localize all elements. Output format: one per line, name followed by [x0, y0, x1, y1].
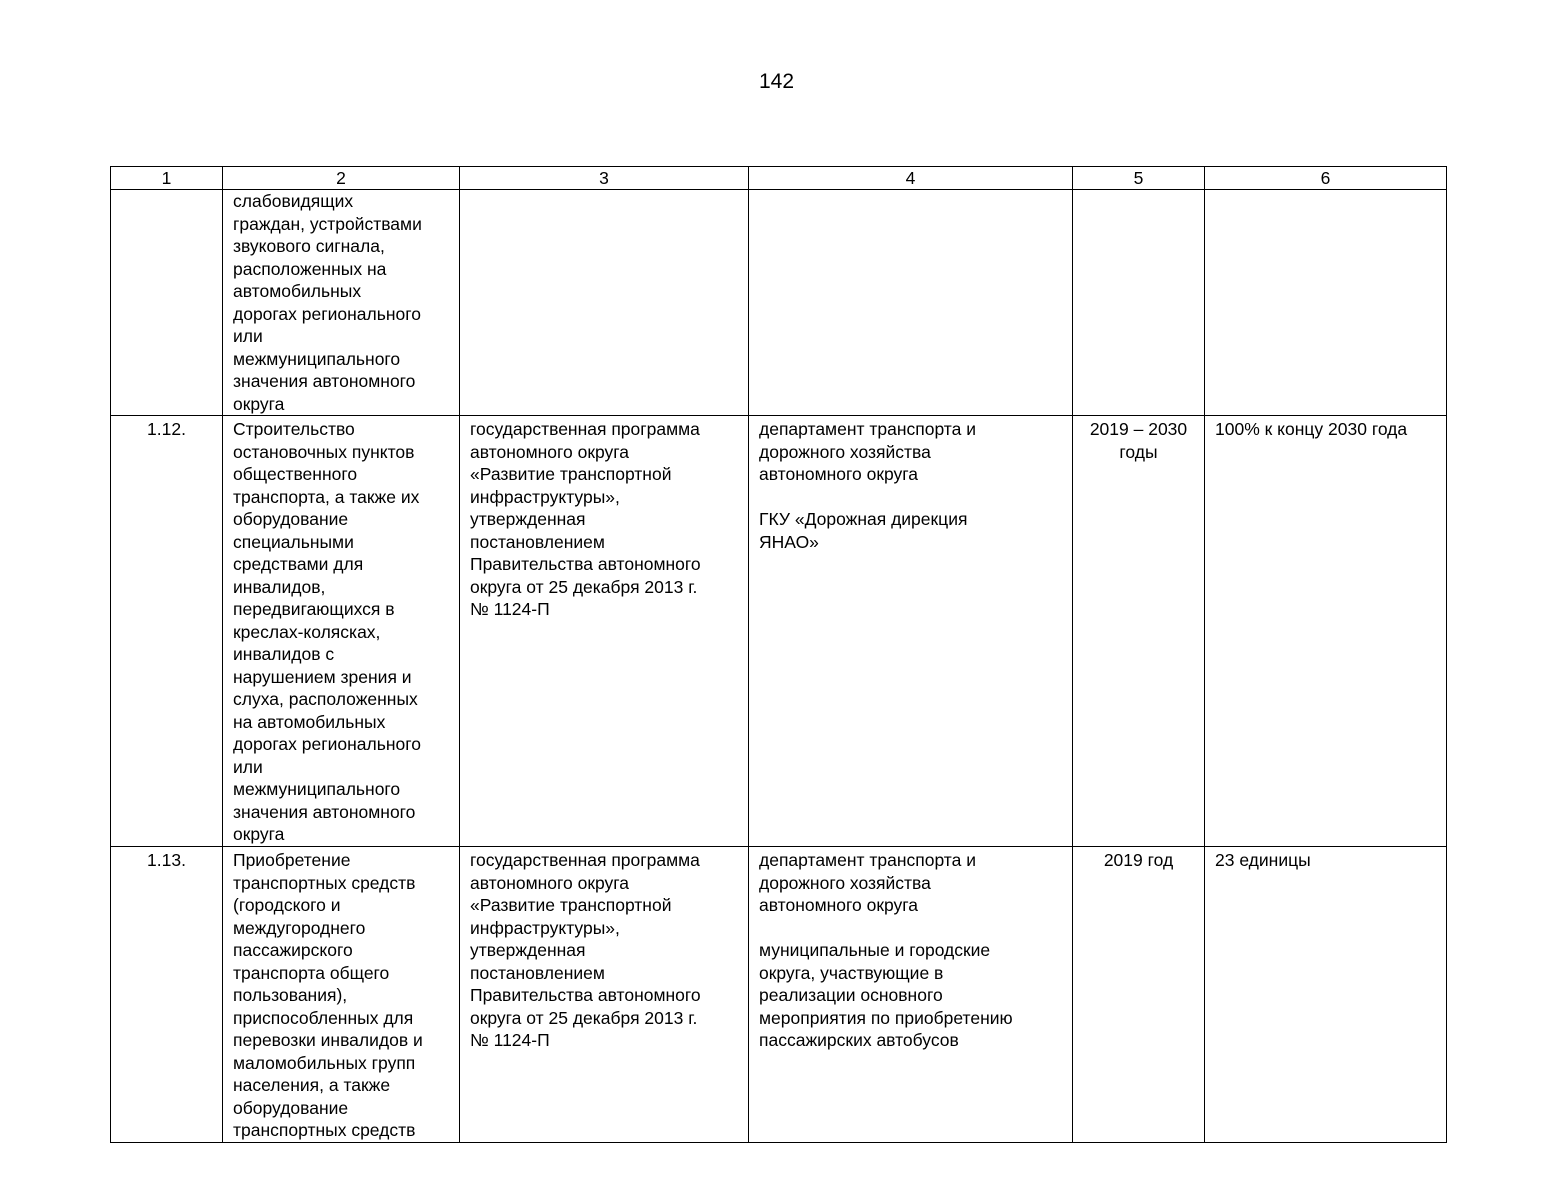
- table-row: [111, 416, 1447, 847]
- result-cell: 23 единицы: [1205, 847, 1447, 1143]
- measure-cell: Приобретение транспортных средств (городского и междугороднего пассажирского транспорта общего пользования), приспособленных для перевозки инвалидов и маломобильных групп населения, а также оборудование транспортных средств: [223, 847, 460, 1143]
- column-header-3: 3: [460, 167, 749, 190]
- program-cell: государственная программа автономного округа «Развитие транспортной инфраструктуры», утвержденная постановлением Правительства автономного округа от 25 декабря 2013 г. № 1124-П: [460, 847, 749, 1143]
- responsible-cell: департамент транспорта и дорожного хозяйства автономного округа муниципальные и городские округа, участвующие в реализации основного мероприятия по приобретению пассажирских автобусов: [749, 847, 1073, 1143]
- table-row: [111, 190, 1447, 416]
- period-cell: [1073, 190, 1205, 416]
- column-header-2: 2: [223, 167, 460, 190]
- column-header-5: 5: [1073, 167, 1205, 190]
- row-number-cell: 1.13.: [111, 847, 223, 1143]
- row-number-cell: [111, 190, 223, 416]
- period-cell: 2019 год: [1073, 847, 1205, 1143]
- measure-cell: Строительство остановочных пунктов общественного транспорта, а также их оборудование специальными средствами для инвалидов, передвигающихся в креслах-колясках, инвалидов с нарушением зрения и слуха, расположенных на автомобильных дорогах регионального или межмуниципального значения автономного округа: [223, 416, 460, 847]
- measures-table: [110, 166, 1447, 1143]
- measure-cell: слабовидящих граждан, устройствами звукового сигнала, расположенных на автомобильных дорогах регионального или межмуниципального значения автономного округа: [223, 190, 460, 416]
- column-header-1: 1: [111, 167, 223, 190]
- table-header-row: [111, 167, 1447, 190]
- row-number-cell: 1.12.: [111, 416, 223, 847]
- program-cell: государственная программа автономного округа «Развитие транспортной инфраструктуры», утвержденная постановлением Правительства автономного округа от 25 декабря 2013 г. № 1124-П: [460, 416, 749, 847]
- responsible-cell: [749, 190, 1073, 416]
- result-cell: [1205, 190, 1447, 416]
- page-number: 142: [758, 70, 795, 93]
- program-cell: [460, 190, 749, 416]
- responsible-cell: департамент транспорта и дорожного хозяйства автономного округа ГКУ «Дорожная дирекция ЯНАО»: [749, 416, 1073, 847]
- column-header-6: 6: [1205, 167, 1447, 190]
- period-cell: 2019 – 2030 годы: [1073, 416, 1205, 847]
- table-row: [111, 847, 1447, 1143]
- result-cell: 100% к концу 2030 года: [1205, 416, 1447, 847]
- column-header-4: 4: [749, 167, 1073, 190]
